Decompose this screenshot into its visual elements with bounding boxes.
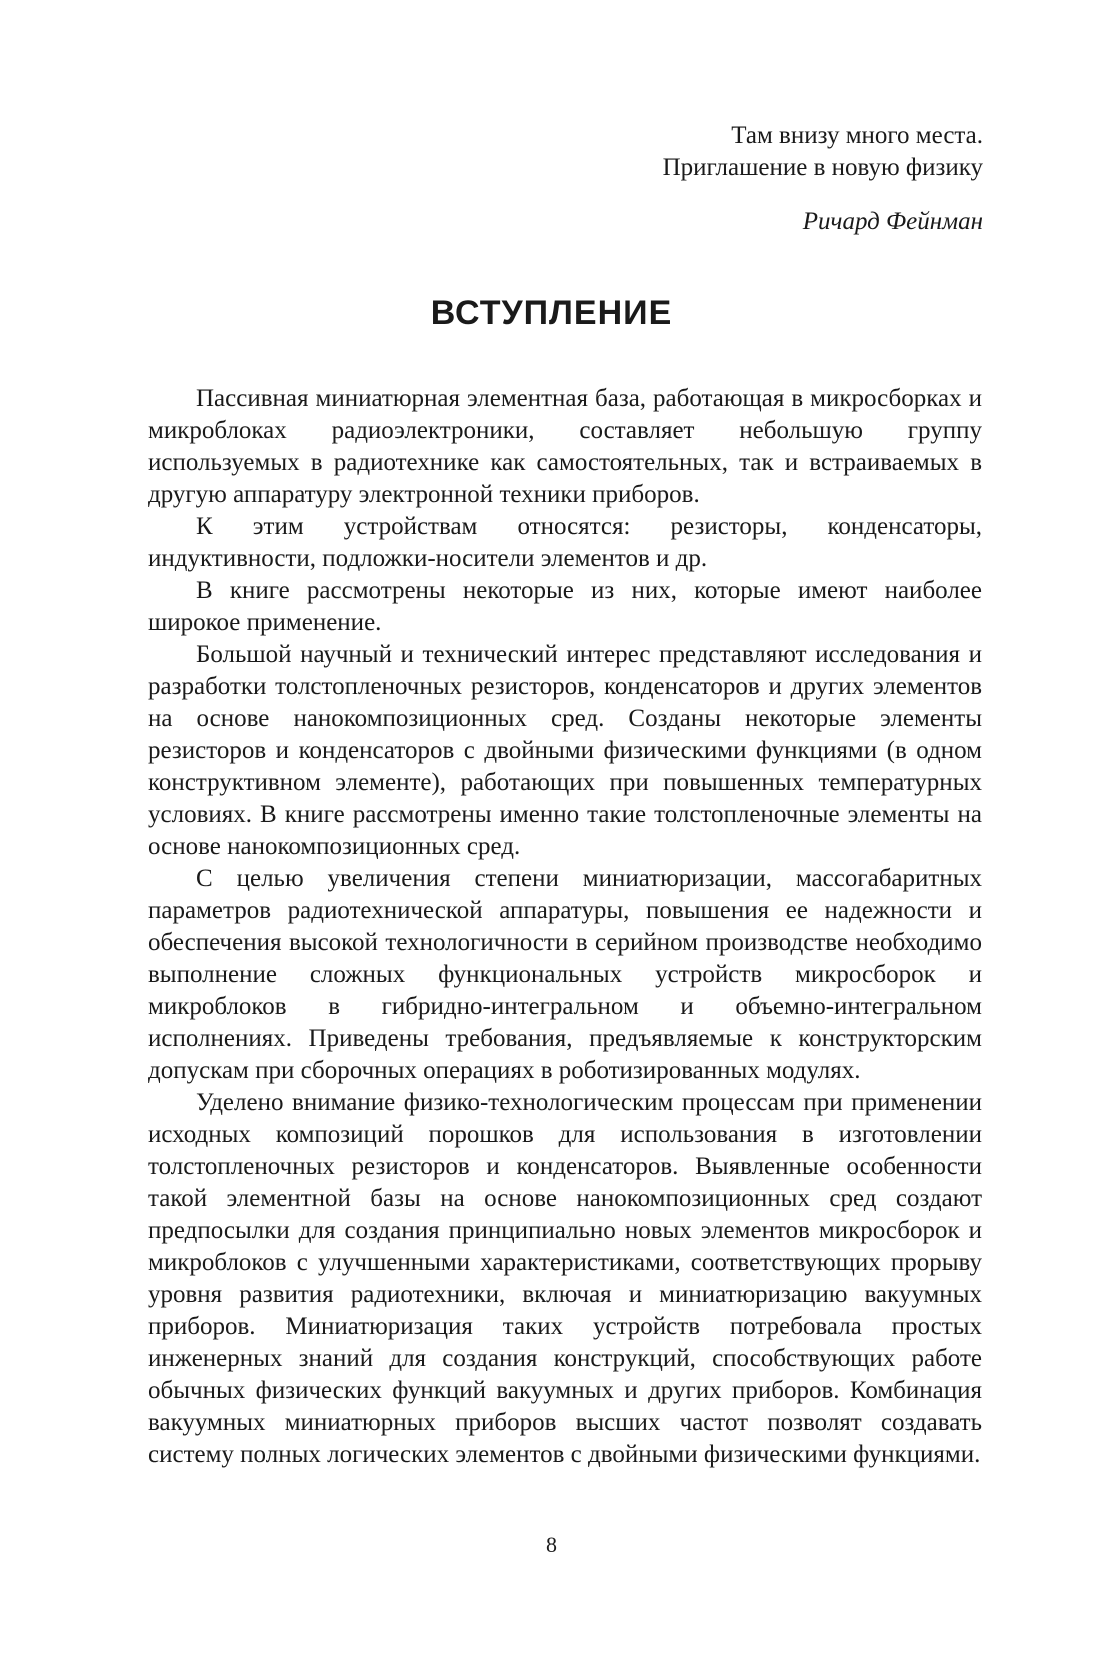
paragraph: Уделено внимание физико-технологическим процессам при применении исходных композиций порошков для использования в изготовлении толстопленочных резисторов и конденсаторов. Выявленные особенности такой элементной базы на основе нанокомпозиционных сред создают предпосылки для создания принципиально новых элементов микросборок и микроблоков с улучшенными характеристиками, соответствующих прорыву уровня развития радиотехники, включая и миниатюризацию вакуумных приборов. Миниатюризация таких устройств потребовала простых инженерных знаний для создания конструкций, способствующих работе обычных физических функций вакуумных и других приборов. Комбинация вакуумных миниатюрных приборов высших частот позволят создавать систему полных логических элементов с двойными физическими функциями.: [148, 1089, 982, 1468]
paragraph: К этим устройствам относятся: резисторы, конденсаторы, индуктивности, подложки-носители элементов и др.: [148, 513, 982, 572]
paragraph: Пассивная миниатюрная элементная база, работающая в микросборках и микроблоках радиоэлектроники, составляет небольшую группу используемых в радиотехнике как самостоятельных, так и встраиваемых в другую аппаратуру электронной техники приборов.: [148, 385, 982, 508]
chapter-title: ВСТУПЛЕНИЕ: [430, 294, 673, 332]
paragraph: С целью увеличения степени миниатюризации, массогабаритных параметров радиотехнической аппаратуры, повышения ее надежности и обеспечения высокой технологичности в серийном производстве необходимо выполнение сложных функциональных устройств микросборок и микроблоков в гибридно-интегральном и объемно-интегральном исполнениях. Приведены требования, предъявляемые к конструкторским допускам при сборочных операциях в роботизированных модулях.: [148, 865, 982, 1084]
epigraph-author: Ричард Фейнман: [802, 208, 983, 235]
paragraph: Большой научный и технический интерес представляют исследования и разработки толстопленочных резисторов, конденсаторов и других элементов на основе нанокомпозиционных сред. Созданы некоторые элементы резисторов и конденсаторов с двойными физическими функциями (в одном конструктивном элементе), работающих при повышенных температурных условиях. В книге рассмотрены именно такие толстопленочные элементы на основе нанокомпозиционных сред.: [148, 641, 982, 860]
body-text: [148, 383, 982, 1471]
page-number: 8: [546, 1532, 557, 1557]
paragraph: В книге рассмотрены некоторые из них, которые имеют наиболее широкое применение.: [148, 577, 982, 636]
epigraph: [663, 120, 983, 238]
epigraph-line-1: Там внизу много места.: [731, 122, 983, 149]
epigraph-line-2: Приглашение в новую физику: [662, 154, 983, 181]
